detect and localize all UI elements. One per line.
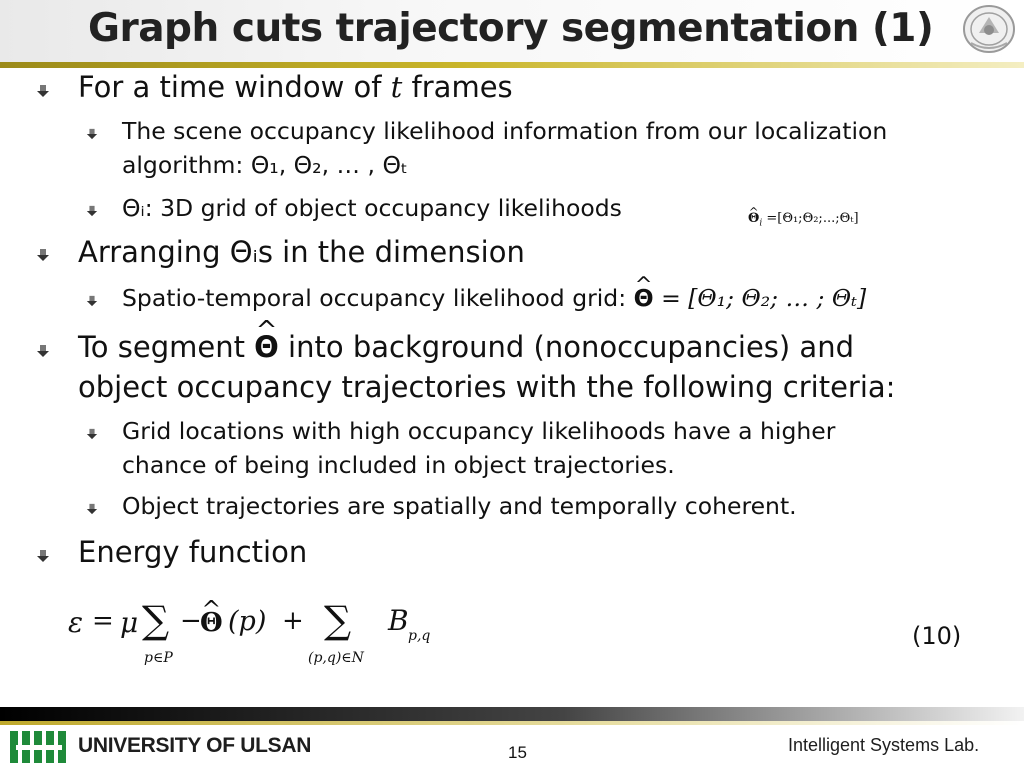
arrow-bullet-icon	[86, 205, 98, 217]
theta-hat: ^ Θ	[254, 330, 279, 364]
eq-epsilon: ε	[68, 606, 84, 639]
slide-title: Graph cuts trajectory segmentation (1)	[88, 6, 934, 51]
bullet-text: To segment	[78, 330, 255, 364]
subbullet-occupancy-line1: The scene occupancy likelihood information from our localization	[122, 117, 888, 145]
lab-name: Intelligent Systems Lab.	[788, 735, 980, 755]
eq-arg-p: (p)	[228, 606, 267, 637]
university-logo-icon	[8, 729, 70, 765]
bullet-segment-line2: object occupancy trajectories with the following criteria:	[78, 370, 896, 404]
bullet-text: frames	[402, 70, 513, 104]
university-seal-icon	[961, 3, 1017, 55]
eq-sum-2-sub: (p,q)∈N	[308, 650, 364, 666]
footer-gold-rule	[0, 721, 1024, 725]
subbullet-grid-locations-line2: chance of being included in object trajectories.	[122, 451, 675, 479]
theta-hat: ^ Θ	[748, 211, 759, 226]
bullet-segment-line1	[78, 330, 854, 364]
equation-rhs: =[Θ₁;Θ₂;...;Θₜ]	[762, 211, 859, 226]
bullet-text: into background (nonoccupancies) and	[278, 330, 854, 364]
eq-sum-2: ∑	[324, 598, 352, 642]
subbullet-coherent: Object trajectories are spatially and temporally coherent.	[122, 492, 797, 520]
bullet-text: algorithm:	[122, 151, 251, 179]
arrow-bullet-icon	[36, 248, 50, 262]
math-theta-sequence: Θ₁, Θ₂, … , Θₜ	[250, 151, 408, 179]
subbullet-occupancy-line2	[122, 151, 408, 179]
eq-theta-hat: ^ Θ	[200, 608, 223, 638]
eq-sum-1: ∑	[142, 598, 170, 642]
footer-bar	[0, 707, 1024, 721]
bullet-arranging	[78, 235, 525, 269]
inline-equation-theta-hat	[748, 211, 859, 229]
subbullet-grid-locations-line1: Grid locations with high occupancy likelihoods have a higher	[122, 417, 836, 445]
subscript-i: i	[759, 218, 763, 229]
eq-B: B	[388, 604, 409, 637]
arrow-bullet-icon	[86, 128, 98, 140]
subbullet-3d-grid	[122, 194, 622, 222]
bullet-text: s in the dimension	[257, 235, 525, 269]
energy-equation	[68, 598, 468, 678]
bullet-text: For a time window of	[78, 70, 391, 104]
subbullet-spatio-temporal	[122, 284, 866, 312]
eq-B-sub: p,q	[408, 628, 431, 644]
math-theta-i: Θᵢ	[122, 194, 145, 222]
equation-number: (10)	[912, 622, 962, 650]
bullet-time-window	[78, 70, 513, 104]
arrow-bullet-icon	[36, 549, 50, 563]
page-number: 15	[508, 743, 527, 762]
eq-sum-1-sub: p∈P	[144, 650, 173, 666]
eq-mu: μ	[120, 606, 139, 639]
eq-minus: −	[180, 606, 202, 636]
theta-hat: ^ Θ	[634, 284, 654, 312]
bullet-text: Arranging	[78, 235, 230, 269]
arrow-bullet-icon	[36, 344, 50, 358]
math-grid-def: = [Θ₁; Θ₂; … ; Θₜ]	[653, 284, 867, 312]
arrow-bullet-icon	[36, 84, 50, 98]
bullet-energy-function: Energy function	[78, 535, 308, 569]
title-underline	[0, 62, 1024, 68]
arrow-bullet-icon	[86, 295, 98, 307]
university-name: UNIVERSITY OF ULSAN	[78, 734, 312, 757]
eq-plus: +	[282, 606, 304, 636]
math-var-t: t	[390, 70, 403, 104]
arrow-bullet-icon	[86, 503, 98, 515]
bullet-text: : 3D grid of object occupancy likelihoods	[144, 194, 622, 222]
arrow-bullet-icon	[86, 428, 98, 440]
math-theta-i: Θᵢ	[229, 235, 258, 269]
bullet-text: Spatio-temporal occupancy likelihood grid:	[122, 284, 634, 312]
eq-equals: =	[92, 606, 114, 636]
